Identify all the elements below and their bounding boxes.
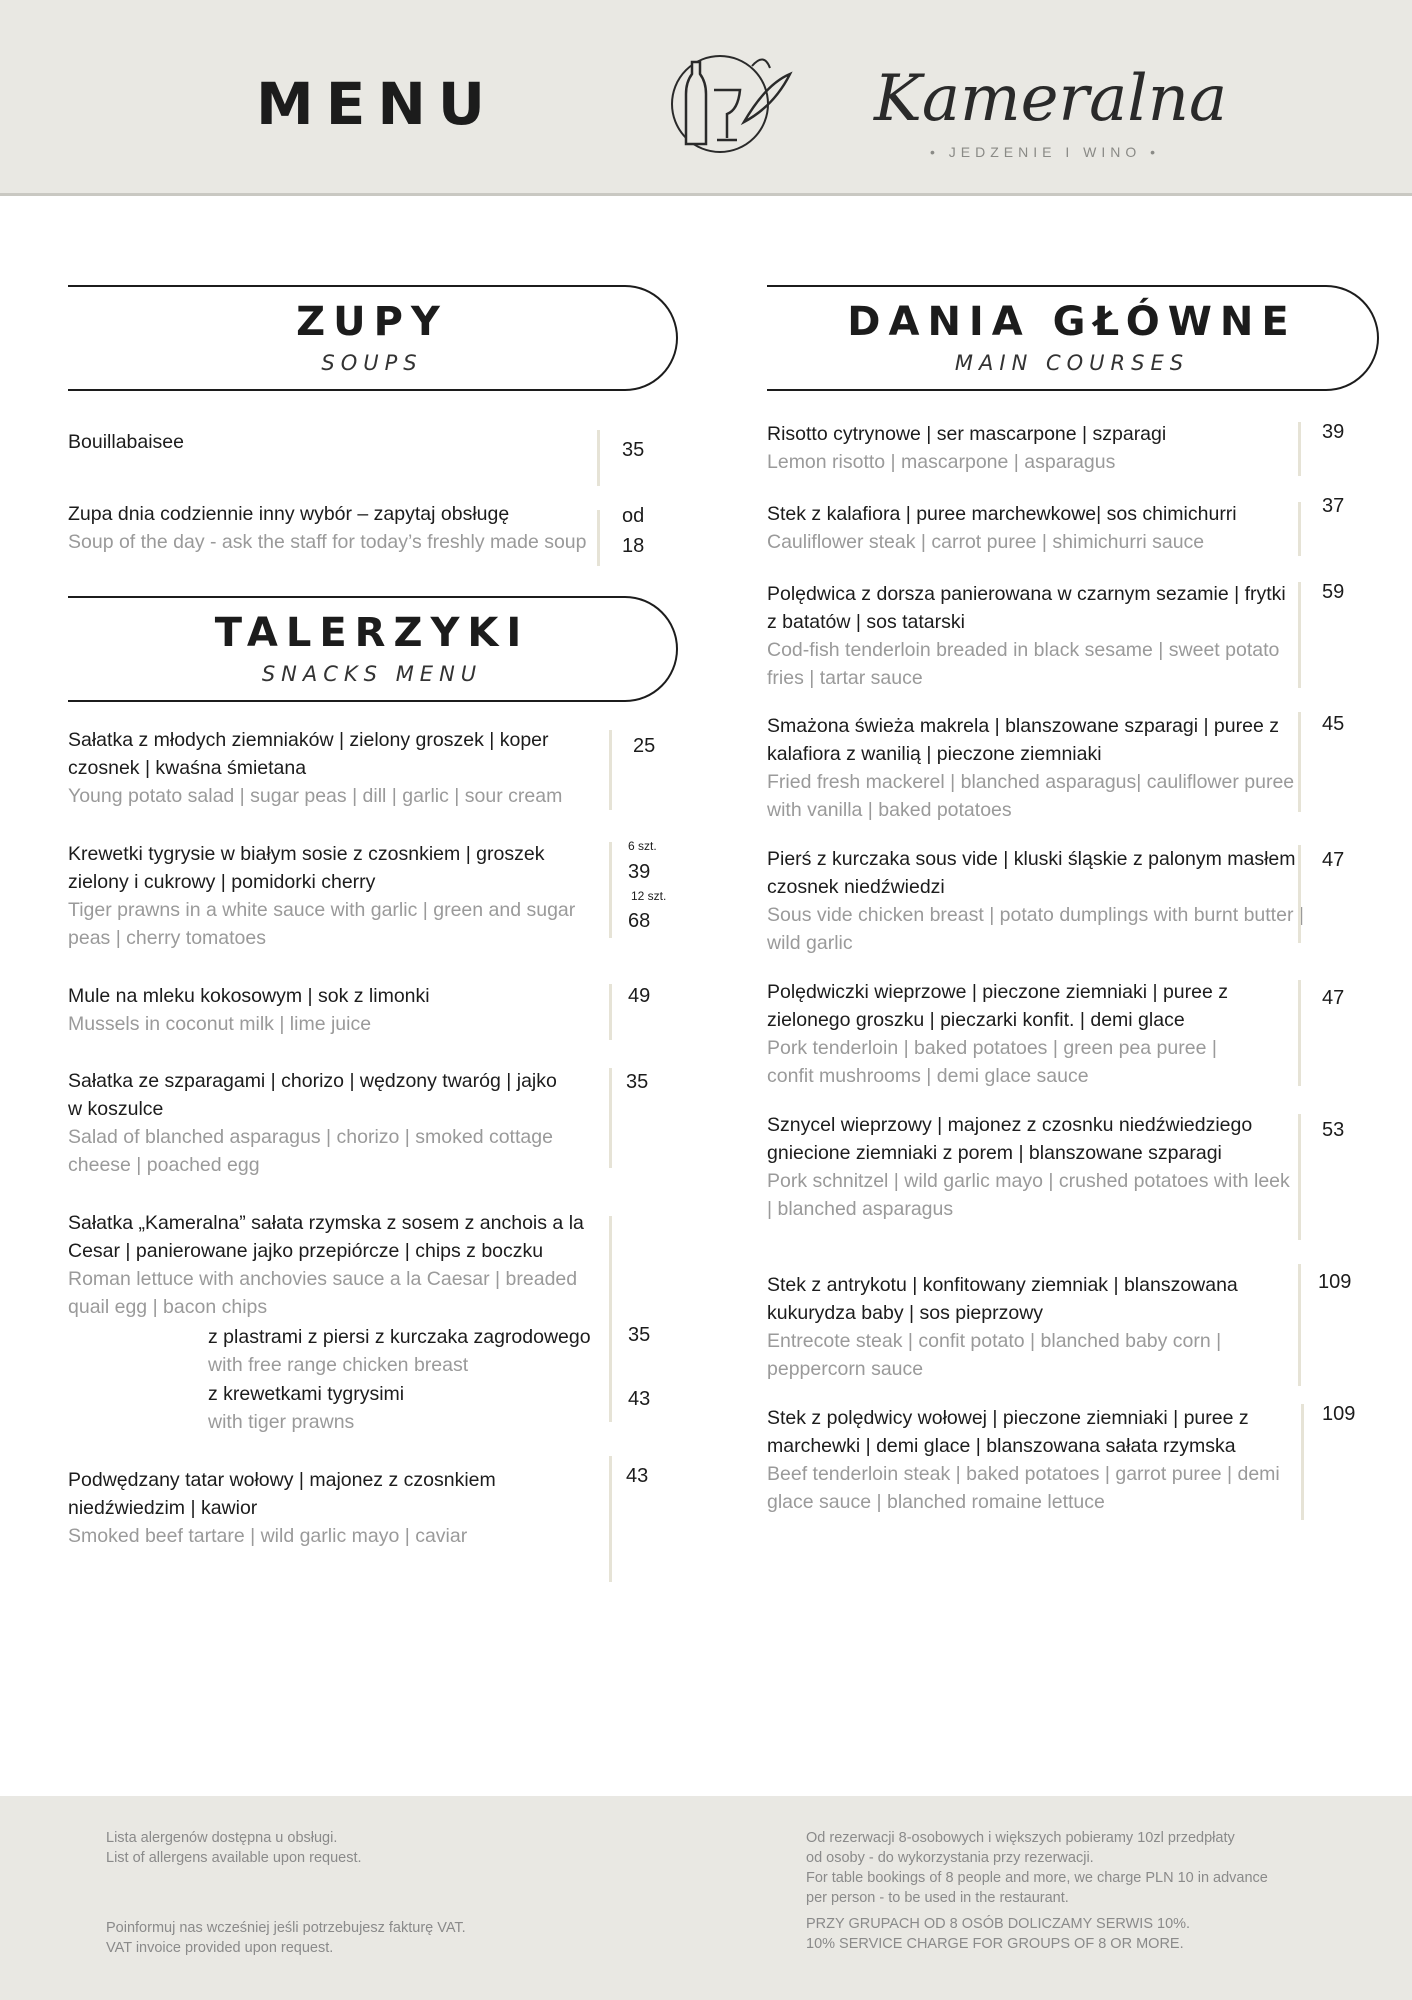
- item-name-en: Smoked beef tartare | wild garlic mayo | caviar: [68, 1525, 468, 1547]
- brand-name-text: Kameralna: [874, 62, 1228, 136]
- menu-item-cauliflower-steak: [767, 500, 1297, 556]
- menu-item-cod-fish: [767, 580, 1297, 692]
- item-price: 43: [626, 1465, 649, 1487]
- soups-section-header: [68, 285, 678, 391]
- item-name-en: Pork tenderloin | baked potatoes | green pea puree | confit mushrooms | demi glace sauce: [767, 1037, 1217, 1087]
- brand-tagline: • JEDZENIE I WINO •: [930, 144, 1161, 160]
- item-name-pl: Polędwiczki wieprzowe | pieczone ziemniaki | puree z zielonego groszku | pieczarki konfit. | demi glace: [767, 981, 1229, 1031]
- footer-band: [0, 1796, 1412, 2000]
- snacks-subtitle: SNACKS MENU: [261, 662, 483, 686]
- item-name-en: Young potato salad | sugar peas | dill | garlic | sour cream: [68, 785, 563, 807]
- menu-item-kameralna-salad: [68, 1209, 608, 1321]
- salad-option-chicken: [208, 1323, 608, 1379]
- item-name-en: Entrecote steak | confit potato | blanched baby corn | peppercorn sauce: [767, 1330, 1222, 1380]
- item-price: 39: [628, 861, 651, 883]
- item-price-prefix: od: [622, 505, 645, 527]
- item-name-pl: Stek z kalafiora | puree marchewkowe| sos chimichurri: [767, 503, 1237, 525]
- item-name-pl: Krewetki tygrysie w białym sosie z czosnkiem | groszek zielony i cukrowy | pomidorki cherry: [68, 843, 545, 893]
- item-name-en: Roman lettuce with anchovies sauce a la Caesar | breaded quail egg | bacon chips: [68, 1268, 578, 1318]
- snacks-title: TALERZYKI: [214, 610, 530, 656]
- soups-subtitle: SOUPS: [321, 351, 423, 375]
- wine-logo-icon: [656, 44, 796, 164]
- item-name-pl: Polędwica z dorsza panierowana w czarnym sezamie | frytki z batatów | sos tatarski: [767, 583, 1286, 633]
- item-name-en: Pork schnitzel | wild garlic mayo | crushed potatoes with leek | blanched asparagus: [767, 1170, 1290, 1220]
- price-divider: [609, 1216, 612, 1422]
- item-name-pl: Smażona świeża makrela | blanszowane szparagi | puree z kalafiora z wanilią | pieczone ziemniaki: [767, 715, 1279, 765]
- menu-item-chicken-sous-vide: [767, 845, 1307, 957]
- item-name-en: Salad of blanched asparagus | chorizo | smoked cottage cheese | poached egg: [68, 1126, 553, 1176]
- price-divider: [1298, 1114, 1301, 1240]
- vat-pl: Poinformuj nas wcześniej jeśli potrzebujesz fakturę VAT.: [106, 1920, 466, 1936]
- price-divider: [1298, 845, 1301, 943]
- item-name-en: Mussels in coconut milk | lime juice: [68, 1013, 372, 1035]
- allergens-en: List of allergens available upon request.: [106, 1850, 362, 1866]
- menu-item-bouillabaisee: [68, 428, 588, 456]
- item-price: 39: [1322, 421, 1345, 443]
- item-name-en: Fried fresh mackerel | blanched asparagus| cauliflower puree with vanilla | baked potatoes: [767, 771, 1295, 821]
- brand-logo: [868, 48, 1268, 148]
- salad-option-prawns: [208, 1380, 608, 1436]
- item-price: 59: [1322, 581, 1345, 603]
- item-price: 47: [1322, 849, 1345, 871]
- service-note: [806, 1914, 1190, 1954]
- item-price: 68: [628, 910, 651, 932]
- item-price: 53: [1322, 1119, 1345, 1141]
- item-name-pl: Stek z antrykotu | konfitowany ziemniak | blanszowana kukurydza baby | sos pieprzowy: [767, 1274, 1238, 1324]
- menu-item-lemon-risotto: [767, 420, 1297, 476]
- price-divider: [609, 730, 612, 810]
- price-divider: [609, 1456, 612, 1582]
- option-name-en: with tiger prawns: [208, 1411, 355, 1433]
- item-price: 47: [1322, 987, 1345, 1009]
- menu-item-soup-of-day: [68, 500, 598, 556]
- price-divider: [597, 510, 600, 566]
- item-name-en: Tiger prawns in a white sauce with garlic | green and sugar peas | cherry tomatoes: [68, 899, 576, 949]
- menu-item-asparagus-salad: [68, 1067, 568, 1179]
- menu-item-mackerel: [767, 712, 1297, 824]
- booking-note: [806, 1828, 1268, 1908]
- price-divider: [597, 430, 600, 486]
- booking-pl-line1: Od rezerwacji 8-osobowych i większych pobieramy 10zl przedpłaty: [806, 1830, 1235, 1846]
- mains-title: DANIA GŁÓWNE: [847, 299, 1297, 345]
- price-divider: [1298, 980, 1301, 1086]
- page-title: MENU: [256, 70, 497, 138]
- booking-pl-line2: od osoby - do wykorzystania przy rezerwacji.: [806, 1850, 1094, 1866]
- item-name-pl: Risotto cytrynowe | ser mascarpone | szparagi: [767, 423, 1167, 445]
- price-divider: [1301, 1404, 1304, 1520]
- price-divider: [1298, 422, 1301, 476]
- booking-en-line2: per person - to be used in the restaurant.: [806, 1890, 1069, 1906]
- item-name-en: Soup of the day - ask the staff for today’s freshly made soup: [68, 531, 587, 553]
- service-en: 10% SERVICE CHARGE FOR GROUPS OF 8 OR MORE.: [806, 1936, 1184, 1952]
- menu-item-mussels: [68, 982, 608, 1038]
- mains-subtitle: MAIN COURSES: [954, 351, 1190, 375]
- mains-section-header: [767, 285, 1379, 391]
- soups-title: ZUPY: [296, 299, 448, 345]
- item-name-pl: Zupa dnia codziennie inny wybór – zapytaj obsługę: [68, 503, 510, 525]
- price-divider: [1298, 502, 1301, 556]
- menu-item-tiger-prawns: [68, 840, 608, 952]
- item-price: 109: [1318, 1271, 1352, 1293]
- menu-item-pork-tenderloin: [767, 978, 1267, 1090]
- item-name-pl: Podwędzany tatar wołowy | majonez z czosnkiem niedźwiedzim | kawior: [68, 1469, 496, 1519]
- price-divider: [609, 984, 612, 1040]
- price-divider: [1298, 582, 1301, 688]
- option-name-en: with free range chicken breast: [208, 1354, 469, 1376]
- menu-item-beef-tartare: [68, 1466, 568, 1550]
- item-name-pl: Pierś z kurczaka sous vide | kluski śląskie z palonym masłem czosnek niedźwiedzi: [767, 848, 1296, 898]
- item-price: 109: [1322, 1403, 1356, 1425]
- option-price: 43: [628, 1388, 651, 1410]
- item-name-pl: Mule na mleku kokosowym | sok z limonki: [68, 985, 430, 1007]
- service-pl: PRZY GRUPACH OD 8 OSÓB DOLICZAMY SERWIS 10%.: [806, 1916, 1191, 1932]
- item-name-en: Cod-fish tenderloin breaded in black sesame | sweet potato fries | tartar sauce: [767, 639, 1280, 689]
- item-price: 49: [628, 985, 651, 1007]
- vat-en: VAT invoice provided upon request.: [106, 1940, 334, 1956]
- allergens-pl: Lista alergenów dostępna u obsługi.: [106, 1830, 338, 1846]
- snacks-section-header: [68, 596, 678, 702]
- item-name-pl: Sałatka ze szparagami | chorizo | wędzony twaróg | jajko w koszulce: [68, 1070, 557, 1120]
- price-divider: [1298, 712, 1301, 812]
- menu-item-potato-salad: [68, 726, 608, 810]
- item-qty: 12 szt.: [631, 889, 667, 903]
- item-price: 45: [1322, 713, 1345, 735]
- item-price: 25: [633, 735, 656, 757]
- item-name-pl: Stek z polędwicy wołowej | pieczone ziemniaki | puree z marchewki | demi glace | blanszowana sałata rzymska: [767, 1407, 1249, 1457]
- price-divider: [609, 1068, 612, 1168]
- item-name-en: Lemon risotto | mascarpone | asparagus: [767, 451, 1116, 473]
- item-name-en: Beef tenderloin steak | baked potatoes | garrot puree | demi glace sauce | blanched romaine lettuce: [767, 1463, 1280, 1513]
- item-name-en: Cauliflower steak | carrot puree | shimichurri sauce: [767, 531, 1205, 553]
- option-name-pl: z krewetkami tygrysimi: [208, 1383, 405, 1405]
- item-name-en: Sous vide chicken breast | potato dumplings with burnt butter | wild garlic: [767, 904, 1304, 954]
- item-name-pl: Sałatka „Kameralna” sałata rzymska z sosem z anchois a la Cesar | panierowane jajko przepiórcze | chips z boczku: [68, 1212, 584, 1262]
- item-price: 18: [622, 535, 645, 557]
- item-name-pl: Bouillabaisee: [68, 431, 185, 453]
- item-name-pl: Sałatka z młodych ziemniaków | zielony groszek | koper czosnek | kwaśna śmietana: [68, 729, 549, 779]
- menu-item-beef-tenderloin: [767, 1404, 1297, 1516]
- menu-item-entrecote: [767, 1271, 1277, 1383]
- option-name-pl: z plastrami z piersi z kurczaka zagrodowego: [208, 1326, 591, 1348]
- price-divider: [1298, 1264, 1301, 1386]
- option-price: 35: [628, 1324, 651, 1346]
- header-band: [0, 0, 1412, 196]
- item-price: 35: [622, 439, 645, 461]
- item-price: 35: [626, 1071, 649, 1093]
- price-divider: [609, 842, 612, 938]
- allergens-note: [106, 1828, 362, 1868]
- item-price: 37: [1322, 495, 1345, 517]
- vat-note: [106, 1918, 466, 1958]
- booking-en-line1: For table bookings of 8 people and more, we charge PLN 10 in advance: [806, 1870, 1268, 1886]
- menu-item-pork-schnitzel: [767, 1111, 1297, 1223]
- item-name-pl: Sznycel wieprzowy | majonez z czosnku niedźwiedziego gniecione ziemniaki z porem | blanszowane szparagi: [767, 1114, 1253, 1164]
- item-qty: 6 szt.: [628, 839, 657, 853]
